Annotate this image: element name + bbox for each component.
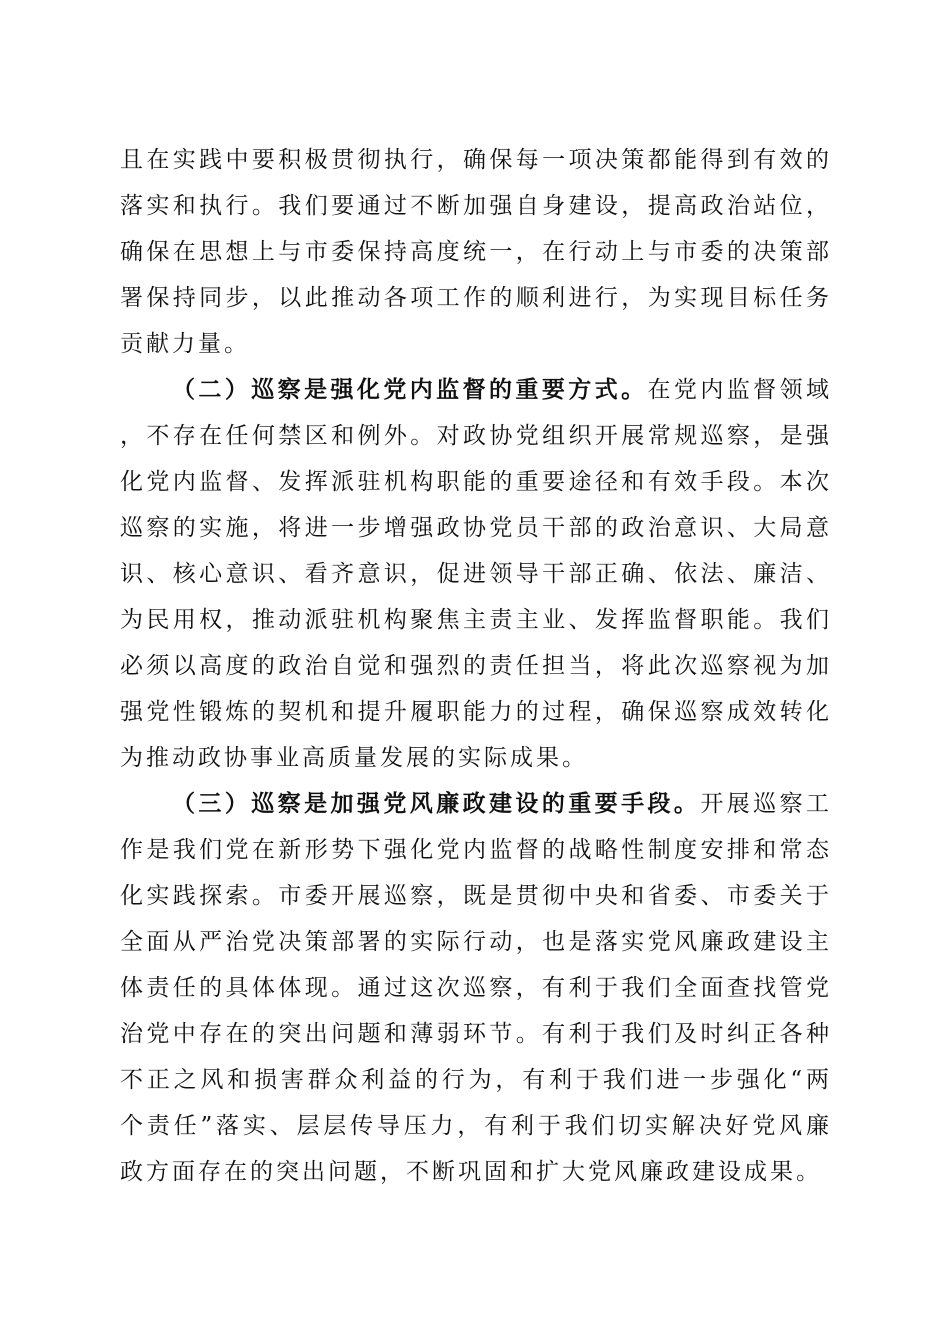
paragraph-section-3	[120, 781, 832, 1195]
paragraph-continuation	[120, 137, 832, 367]
paragraph-text: 且在实践中要积极贯彻执行，确保每一项决策都能得到有效的落实和执行。我们要通过不断加强自身建设，提高政治站位，确保在思想上与市委保持高度统一，在行动上与市委的决策部署保持同步，以此推动各项工作的顺利进行，为实现目标任务贡献力量。	[120, 147, 832, 357]
section-2-heading: （二）巡察是强化党内监督的重要方式。	[172, 376, 648, 403]
section-2-body: 在党内监督领域，不存在任何禁区和例外。对政协党组织开展常规巡察，是强化党内监督、发挥派驻机构职能的重要途径和有效手段。本次巡察的实施，将进一步增强政协党员干部的政治意识、大局意识、核心意识、看齐意识，促进领导干部正确、依法、廉洁、为民用权，推动派驻机构聚焦主责主业、发挥监督职能。我们必须以高度的政治自觉和强烈的责任担当，将此次巡察视为加强党性锻炼的契机和提升履职能力的过程，确保巡察成效转化为推动政协事业高质量发展的实际成果。	[120, 377, 833, 771]
section-3-body: 开展巡察工作是我们党在新形势下强化党内监督的战略性制度安排和常态化实践探索。市委开展巡察，既是贯彻中央和省委、市委关于全面从严治党决策部署的实际行动，也是落实党风廉政建设主体责任的具体体现。通过这次巡察，有利于我们全面查找管党治党中存在的突出问题和薄弱环节。有利于我们及时纠正各种不正之风和损害群众利益的行为，有利于我们进一步强化“两个责任”落实、层层传导压力，有利于我们切实解决好党风廉政方面存在的突出问题，不断巩固和扩大党风廉政建设成果。	[120, 791, 833, 1185]
section-3-heading: （三）巡察是加强党风廉政建设的重要手段。	[172, 790, 701, 817]
document-page	[120, 137, 832, 1195]
paragraph-section-2	[120, 367, 832, 781]
